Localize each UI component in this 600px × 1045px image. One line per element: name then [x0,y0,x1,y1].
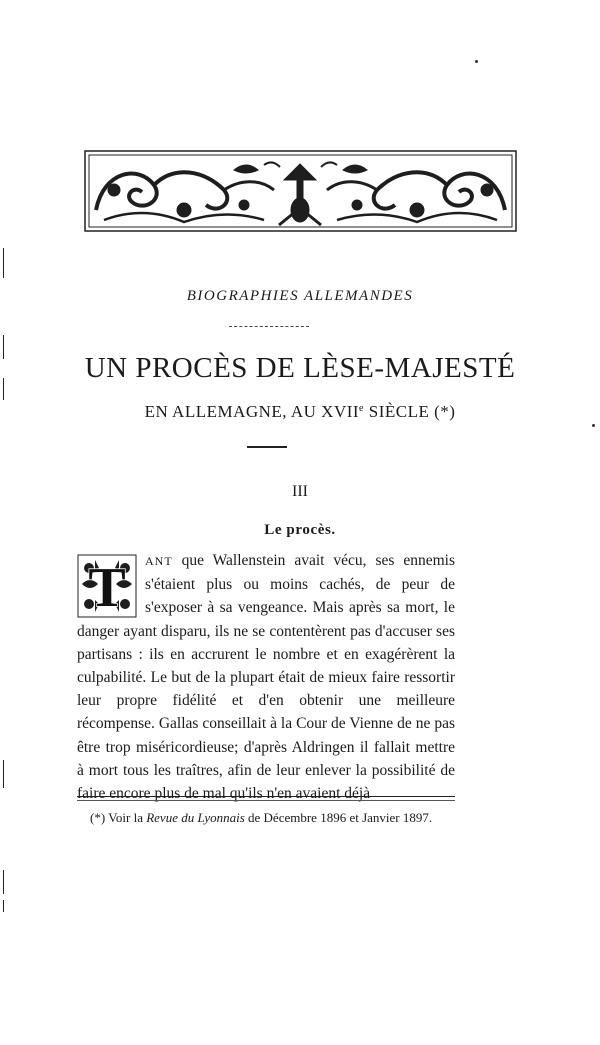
drop-cap-ornament [77,554,137,618]
body-text: que Wallenstein avait vécu, ses ennemis s'étaient plus ou moins cachés, de peur de s'exposer à sa vengeance. Mais après sa mort, le danger ayant disparu, ils ne se contentèrent pas d'accuser ses partisans : ils en accrurent le nombre et en exagérèrent la culpabilité. Le but de la plupart était de mieux faire ressortir leur propre fidélité et d'en obtenir une meilleure récompense. Gallas conseillait à la Cour de Vienne de ne pas être trop miséricordieuse; d'après Aldringen il fallait mettre à mort tous les traîtres, afin de leur enlever la possibilité de faire encore plus de mal qu'ils n'en avaient déjà [77,552,455,803]
margin-mark [3,900,4,912]
footnote [90,810,470,826]
short-rule [247,446,287,448]
series-heading: BIOGRAPHIES ALLEMANDES [186,288,414,304]
subtitle [0,402,600,422]
dotted-rule [229,326,309,327]
speck [475,60,478,63]
footnote-before: (*) Voir la [90,810,147,825]
drop-cap-letter: T [88,557,126,618]
margin-mark [3,760,4,788]
page-title: UN PROCÈS DE LÈSE-MAJESTÉ [84,352,516,384]
speck [592,424,595,427]
margin-mark [3,248,4,278]
part-number: III [292,483,308,500]
part-title: Le procès. [264,522,336,538]
footnote-after: de Décembre 1896 et Janvier 1897. [244,810,433,825]
century-superscript: e [359,403,364,414]
headpiece-ornament [84,150,517,232]
margin-mark [3,870,4,894]
footnote-rule [77,800,455,801]
body-paragraph [77,549,455,805]
subtitle-before: EN ALLEMAGNE, AU XVII [144,402,360,421]
footnote-rule [77,796,455,797]
first-word-rest: ANT [145,554,173,568]
subtitle-after: SIÈCLE (*) [364,402,456,421]
footnote-journal: Revue du Lyonnais [146,810,245,825]
